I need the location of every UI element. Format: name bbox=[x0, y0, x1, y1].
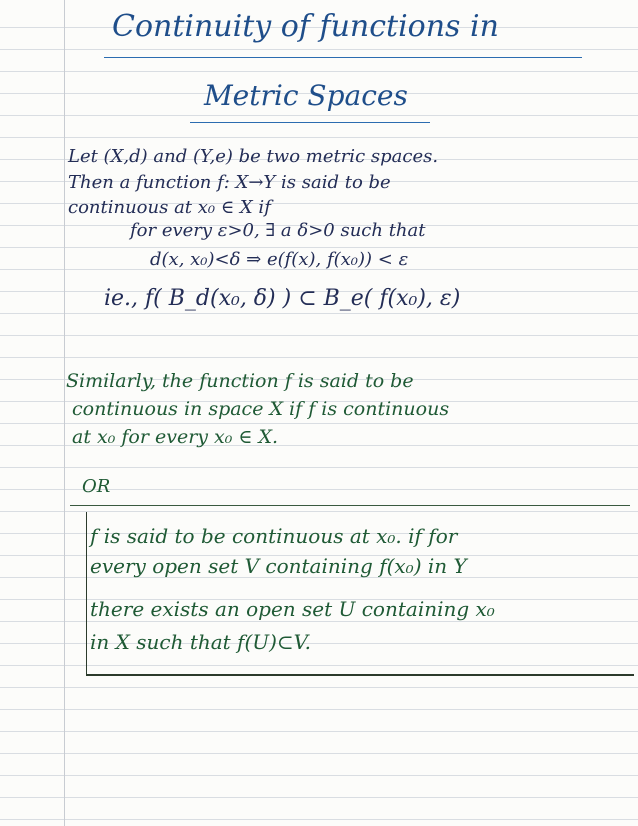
alternative-definition-line: every open set V containing f(x₀) in Y bbox=[90, 554, 467, 578]
margin-line bbox=[64, 0, 65, 826]
definition-formula: d(x, x₀)<δ ⇒ e(f(x), f(x₀)) < ε bbox=[150, 249, 409, 270]
definition-line: for every ε>0, ∃ a δ>0 such that bbox=[130, 220, 426, 241]
box-bottom-rule bbox=[86, 674, 634, 676]
page-title-line-2: Metric Spaces bbox=[204, 79, 408, 112]
definition-line: Let (X,d) and (Y,e) be two metric spaces. bbox=[68, 146, 439, 167]
definition-ball-formula: ie., f( B_d(x₀, δ) ) ⊂ B_e( f(x₀), ε) bbox=[104, 286, 461, 311]
definition-line: continuous at x₀ ∈ X if bbox=[68, 197, 271, 218]
alternative-definition-line: f is said to be continuous at x₀. if for bbox=[90, 524, 458, 548]
alternative-definition-line: in X such that f(U)⊂V. bbox=[90, 630, 311, 654]
similarly-line: continuous in space X if f is continuous bbox=[72, 398, 450, 420]
similarly-line: at x₀ for every x₀ ∈ X. bbox=[72, 426, 279, 448]
page-title-line-1: Continuity of functions in bbox=[112, 9, 499, 44]
or-label: OR bbox=[82, 476, 111, 497]
title-underline bbox=[190, 122, 430, 123]
alternative-definition-line: there exists an open set U containing x₀ bbox=[90, 597, 495, 621]
title-underline bbox=[104, 57, 582, 58]
section-divider bbox=[70, 505, 630, 506]
similarly-line: Similarly, the function f is said to be bbox=[66, 370, 414, 392]
definition-line: Then a function f: X→Y is said to be bbox=[68, 172, 391, 193]
